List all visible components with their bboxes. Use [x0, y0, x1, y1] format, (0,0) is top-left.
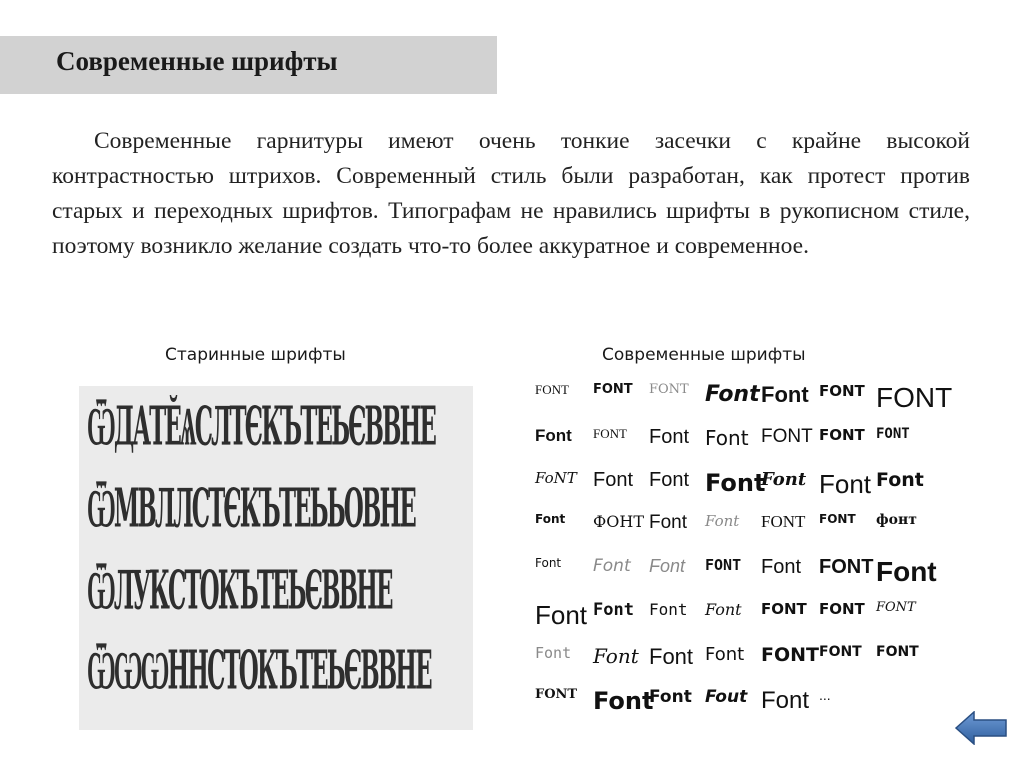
font-specimen: FONT [593, 426, 627, 441]
left-arrow-icon [955, 711, 1007, 745]
font-specimen: Font [705, 644, 745, 665]
font-specimen: FONT [761, 600, 807, 618]
font-specimen: Font [535, 644, 572, 662]
font-specimen: Font [535, 556, 562, 570]
font-specimen: Font [593, 600, 634, 620]
old-script-line: ѾМВЛЛСТЄКЪТЕЬЬОВНЕ [87, 475, 415, 540]
font-specimen: Font [649, 600, 688, 619]
font-specimen: FoNT [535, 469, 577, 487]
font-specimen: Font [535, 600, 588, 630]
font-specimen: Font [705, 426, 749, 450]
font-specimen: Font [593, 687, 654, 715]
font-specimen: Font [819, 469, 872, 499]
slide-title: Современные шрифты [56, 46, 338, 76]
font-specimen: Font [535, 426, 572, 445]
caption-old-fonts: Старинные шрифты [165, 345, 346, 365]
font-specimen: Font [649, 469, 690, 491]
old-fonts-image [79, 386, 473, 730]
font-specimen: FONT [876, 600, 916, 615]
font-specimen: Font [705, 469, 766, 497]
caption-modern-fonts: Современные шрифты [602, 345, 806, 365]
font-specimen: FONT [593, 382, 633, 397]
font-specimen: FONT [761, 644, 819, 666]
font-specimen: FONT [819, 512, 856, 526]
font-specimen: Font [761, 469, 807, 490]
font-specimen: Font [649, 556, 686, 576]
font-specimen: FONT [819, 426, 865, 444]
font-specimen: FONT [649, 382, 689, 397]
font-specimen: Font [761, 687, 810, 714]
font-specimen: FONT [535, 382, 569, 397]
font-specimen: Font [593, 469, 634, 491]
font-specimen: Font [593, 556, 631, 576]
font-specimen: Font [705, 512, 740, 530]
font-specimen: FONT [876, 382, 953, 413]
old-script-line: ѾДАТӖѦСЛТЄКЪТЕЬЄВВНЕ [87, 393, 436, 458]
font-specimen: FONT [535, 687, 578, 702]
font-specimen: Font [705, 600, 742, 619]
font-specimen: FONT [819, 382, 865, 400]
slide-body-text: Современные гарнитуры имеют очень тонкие засечки с крайне высокой контрастностью штрихов. Современный стиль были разработан, как протест против старых и переходных шрифтов. Типографам не нравились шрифты в рукописном стиле, поэтому возникло желание создать что-то более аккуратное и современное. [52, 128, 970, 259]
font-specimen: Font [705, 382, 760, 407]
back-button[interactable] [955, 711, 1007, 745]
old-script-line: ѾѠѠННСТОКЪТЕЬЄВВНЕ [87, 637, 431, 702]
font-specimen: Font [876, 556, 937, 587]
font-specimen: ... [819, 687, 831, 703]
modern-fonts-image [535, 378, 953, 730]
font-specimen: Font [761, 382, 809, 407]
font-specimen: Font [535, 512, 566, 526]
old-script-line: ѾЛУКСТОКЪТЕЬЄВВНЕ [87, 557, 392, 622]
font-specimen: FONT [761, 426, 813, 447]
font-specimen: Font [649, 512, 688, 533]
font-specimen: FONT [761, 512, 806, 531]
font-specimen: FONT [876, 426, 910, 442]
font-specimen: FONT [876, 644, 919, 660]
font-specimen: ФОНТ [593, 512, 645, 531]
font-specimen: Font [761, 556, 802, 578]
font-specimen: Font [649, 426, 690, 448]
font-specimen: Fout [705, 687, 748, 707]
font-specimen: FONT [819, 644, 862, 660]
font-specimen: FONT [819, 600, 865, 618]
font-specimen: фонт [876, 512, 917, 528]
font-specimen: Font [593, 644, 639, 668]
font-specimen: Font [649, 687, 692, 707]
font-specimen: FONT [819, 556, 874, 578]
font-specimen: Font [649, 644, 694, 669]
font-specimen: FONT [705, 556, 742, 574]
font-specimen: Font [876, 469, 924, 491]
